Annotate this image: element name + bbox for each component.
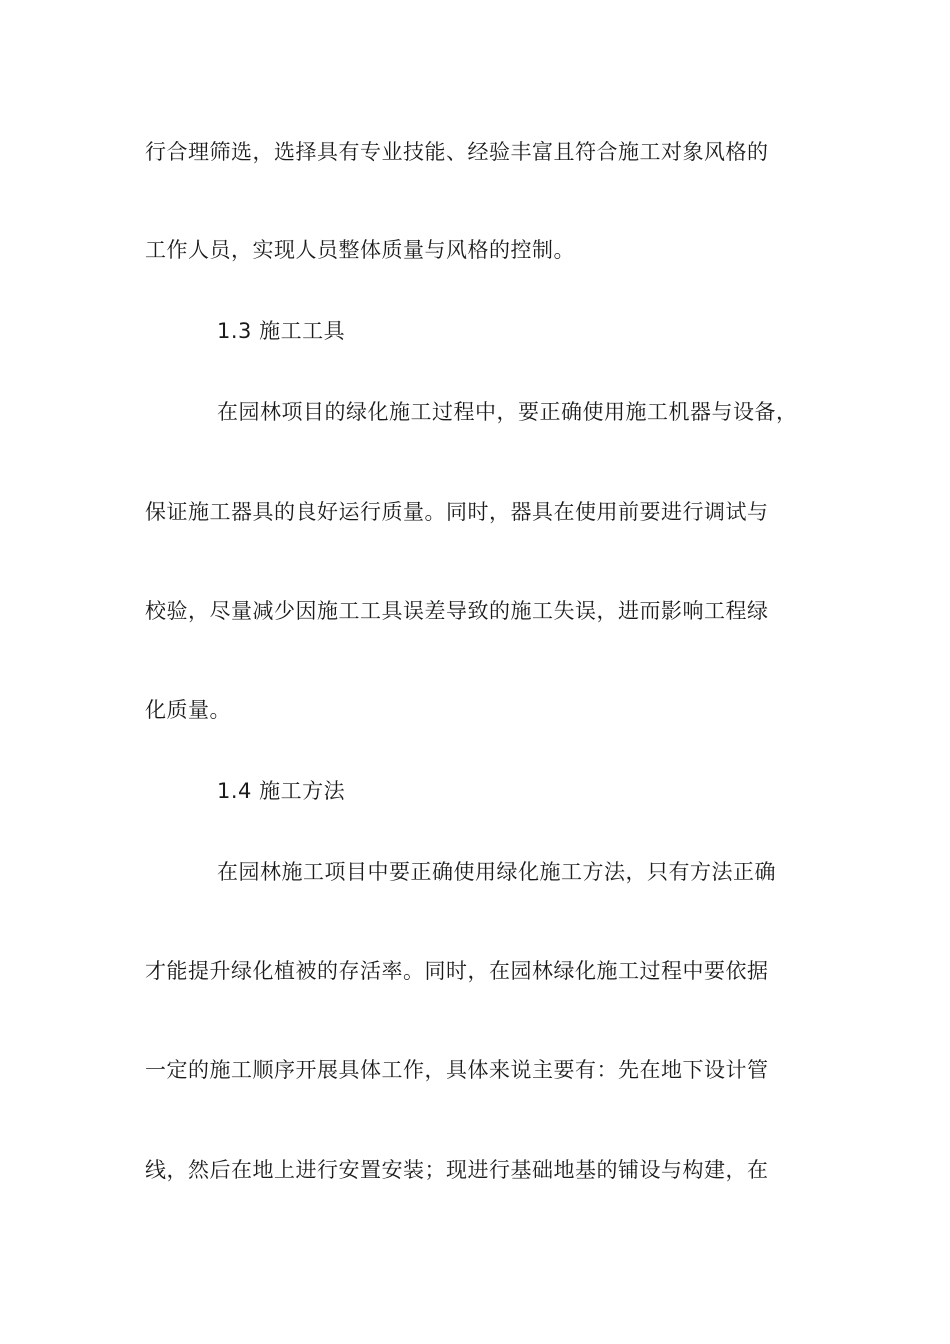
- paragraph-first-line: 在园林施工项目中要正确使用绿化施工方法，只有方法正确: [217, 860, 776, 884]
- paragraph-first-line: 在园林项目的绿化施工过程中，要正确使用施工机器与设备，: [217, 400, 798, 424]
- body-text-line: 保证施工器具的良好运行质量。同时，器具在使用前要进行调试与: [145, 500, 769, 524]
- body-text-line: 化质量。: [145, 698, 231, 722]
- body-text-line: 一定的施工顺序开展具体工作，具体来说主要有：先在地下设计管: [145, 1058, 769, 1082]
- body-text-line: 行合理筛选，选择具有专业技能、经验丰富且符合施工对象风格的: [145, 140, 769, 164]
- body-text-line: 线，然后在地上进行安置安装；现进行基础地基的铺设与构建，在: [145, 1158, 769, 1182]
- body-text-line: 工作人员，实现人员整体质量与风格的控制。: [145, 238, 575, 262]
- body-text-line: 才能提升绿化植被的存活率。同时，在园林绿化施工过程中要依据: [145, 959, 769, 983]
- section-heading: 1.4 施工方法: [217, 779, 346, 803]
- body-text-line: 校验，尽量减少因施工工具误差导致的施工失误，进而影响工程绿: [145, 599, 769, 623]
- section-heading: 1.3 施工工具: [217, 319, 346, 343]
